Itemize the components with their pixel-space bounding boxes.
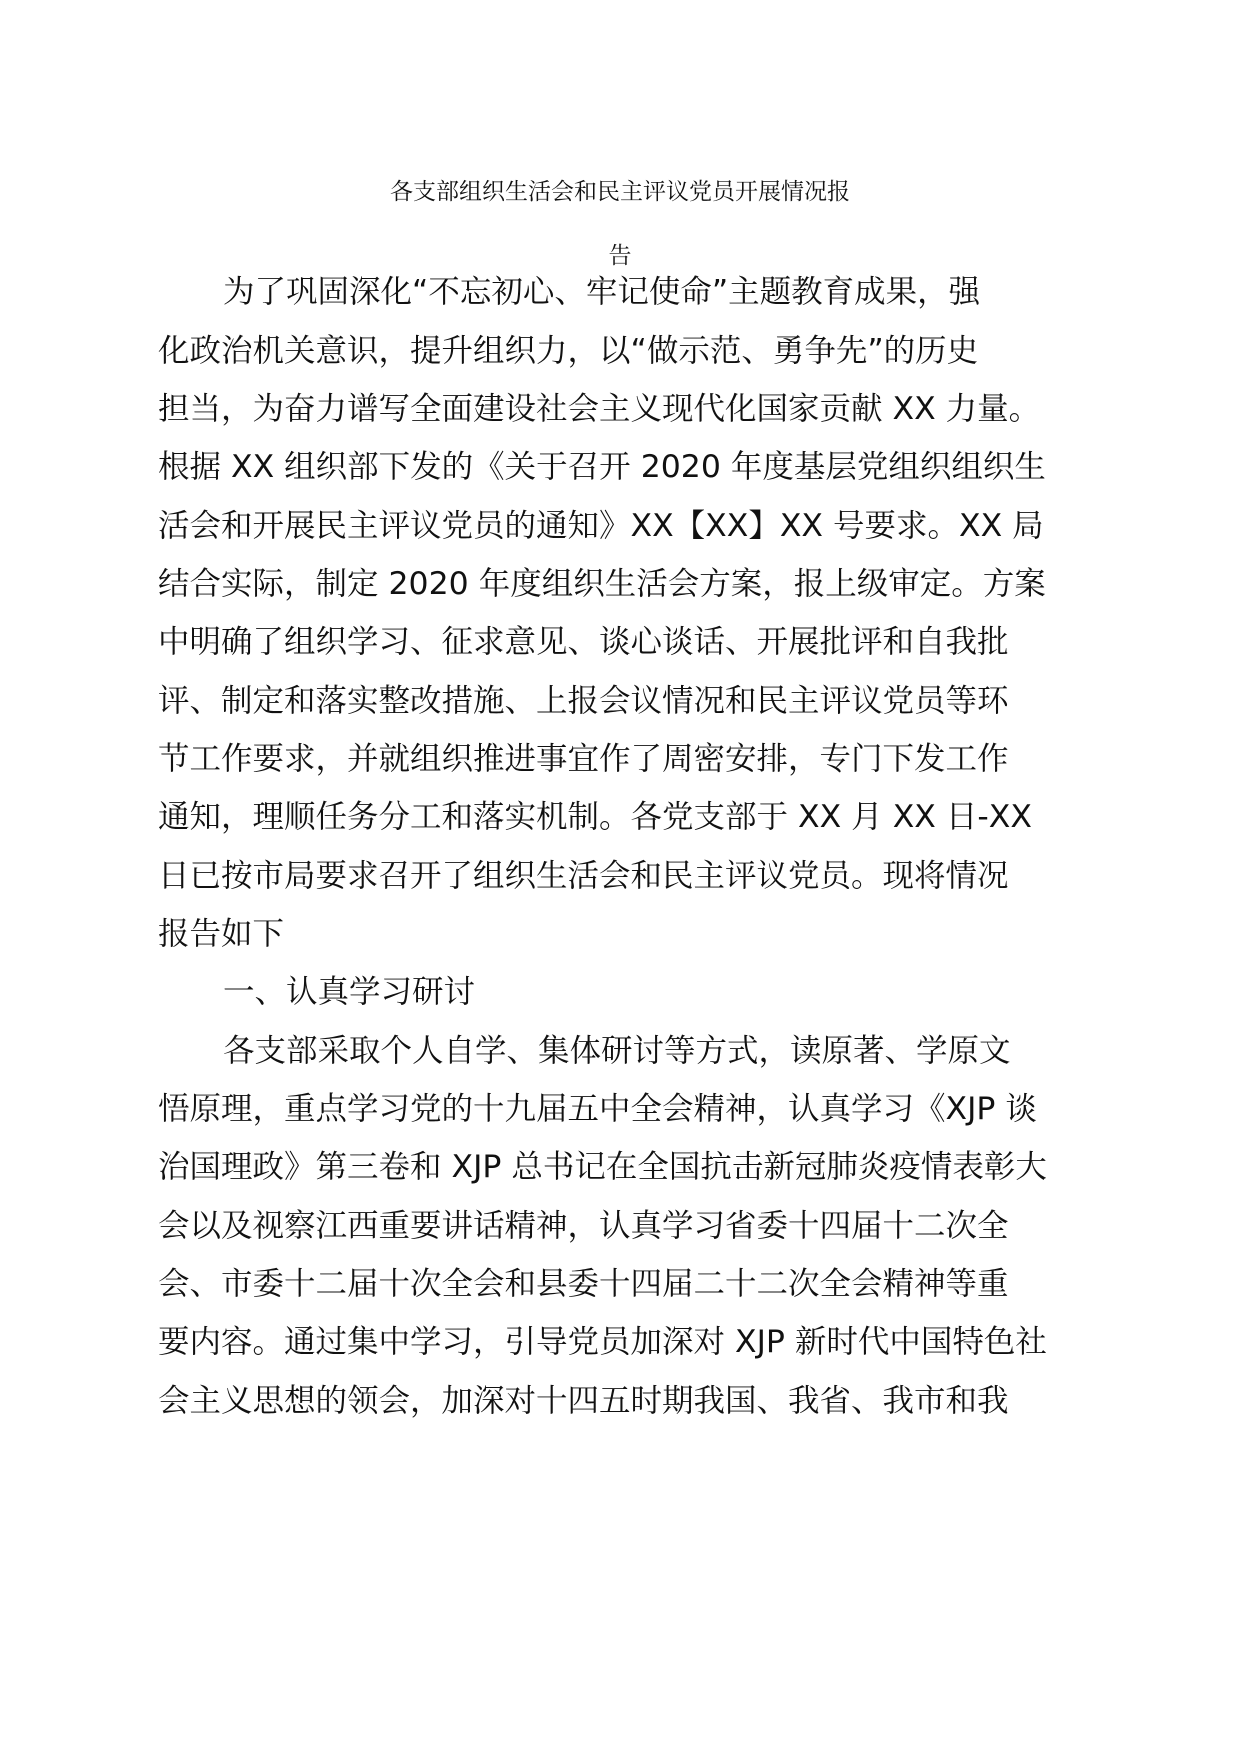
paragraph-line: 日已按市局要求召开了组织生活会和民主评议党员。现将情况 bbox=[158, 858, 1009, 894]
paragraph-line: 担当，为奋力谱写全面建设社会主义现代化国家贡献 XX 力量。 bbox=[158, 391, 1041, 427]
paragraph-line: 节工作要求，并就组织推进事宜作了周密安排，专门下发工作 bbox=[158, 741, 1009, 777]
paragraph-line: 会主义思想的领会，加深对十四五时期我国、我省、我市和我 bbox=[158, 1383, 1009, 1419]
paragraph-line: 会以及视察江西重要讲话精神，认真学习省委十四届十二次全 bbox=[158, 1208, 1009, 1244]
paragraph-line: 为了巩固深化“不忘初心、牢记使命”主题教育成果，强 bbox=[223, 274, 981, 310]
paragraph-line: 会、市委十二届十次全会和县委十四届二十二次全会精神等重 bbox=[158, 1266, 1009, 1302]
paragraph-line: 根据 XX 组织部下发的《关于召开 2020 年度基层党组织组织生 bbox=[158, 449, 1046, 485]
paragraph-line: 治国理政》第三卷和 XJP 总书记在全国抗击新冠肺炎疫情表彰大 bbox=[158, 1149, 1047, 1185]
title-line-2: 告 bbox=[608, 243, 632, 269]
paragraph-line: 结合实际，制定 2020 年度组织生活会方案，报上级审定。方案 bbox=[158, 566, 1046, 602]
paragraph-line: 要内容。通过集中学习，引导党员加深对 XJP 新时代中国特色社 bbox=[158, 1324, 1047, 1360]
paragraph-line: 各支部采取个人自学、集体研讨等方式，读原著、学原文 bbox=[223, 1033, 1011, 1069]
paragraph-line: 通知，理顺任务分工和落实机制。各党支部于 XX 月 XX 日-XX bbox=[158, 799, 1032, 835]
paragraph-line: 评、制定和落实整改措施、上报会议情况和民主评议党员等环 bbox=[158, 683, 1009, 719]
paragraph-line: 化政治机关意识，提升组织力，以“做示范、勇争先”的历史 bbox=[158, 333, 979, 369]
document-title bbox=[0, 160, 1240, 288]
paragraph-line: 活会和开展民主评议党员的通知》XX【XX】XX 号要求。XX 局 bbox=[158, 508, 1044, 544]
title-line-1: 各支部组织生活会和民主评议党员开展情况报 bbox=[390, 179, 850, 205]
section-heading: 一、认真学习研讨 bbox=[223, 974, 476, 1010]
paragraph-line: 报告如下 bbox=[158, 916, 285, 952]
paragraph-line: 中明确了组织学习、征求意见、谈心谈话、开展批评和自我批 bbox=[158, 624, 1009, 660]
paragraph-line: 悟原理，重点学习党的十九届五中全会精神，认真学习《XJP 谈 bbox=[158, 1091, 1037, 1127]
